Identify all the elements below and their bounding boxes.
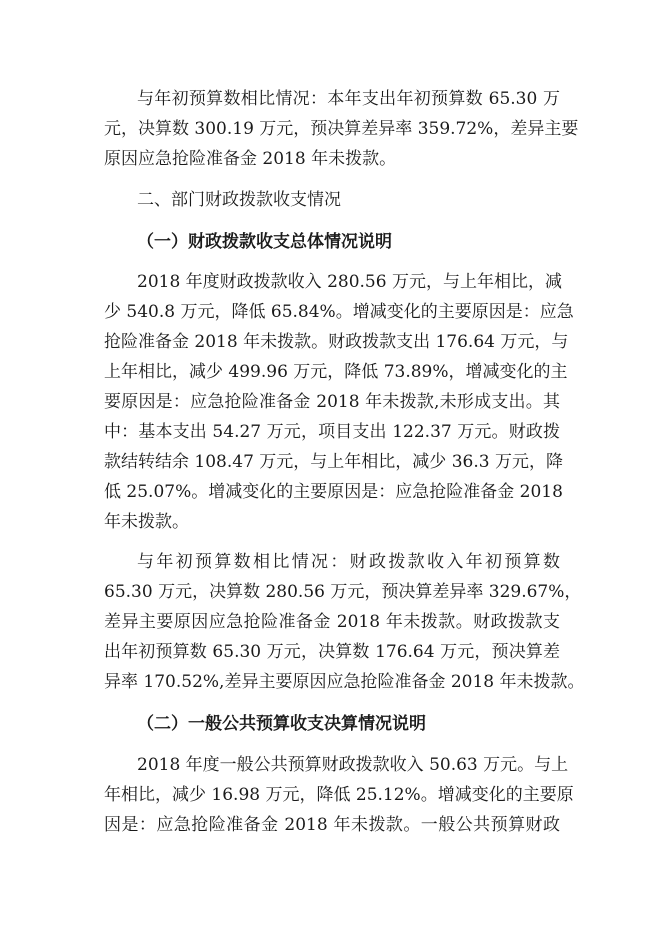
paragraph-1-line-3: 原因应急抢险准备金 2018 年未拨款。 (104, 149, 397, 169)
paragraph-4-line-3: 因是：应急抢险准备金 2018 年未拨款。一般公共预算财政 (104, 815, 560, 835)
subheading-1: （一）财政拨款收支总体情况说明 (137, 232, 392, 252)
paragraph-3-line-2: 65.30 万元，决算数 280.56 万元，预决算差异率 329.67%， (104, 582, 582, 602)
paragraph-2-line-4: 上年相比，减少 499.96 万元，降低 73.89%，增减变化的主 (104, 362, 568, 382)
paragraph-1-line-2: 元，决算数 300.19 万元，预决算差异率 359.72%，差异主要 (104, 119, 579, 139)
paragraph-4-line-1: 2018 年度一般公共预算财政拨款收入 50.63 万元。与上 (137, 755, 569, 775)
paragraph-3-line-1: 与年初预算数相比情况：财政拨款收入年初预算数 (137, 552, 560, 572)
paragraph-1-line-1: 与年初预算数相比情况：本年支出年初预算数 65.30 万 (137, 89, 560, 109)
paragraph-3-line-5: 异率 170.52%,差异主要原因应急抢险准备金 2018 年未拨款。 (104, 672, 585, 692)
paragraph-4-line-2: 年相比，减少 16.98 万元，降低 25.12%。增减变化的主要原 (104, 785, 574, 805)
paragraph-3-line-3: 差异主要原因应急抢险准备金 2018 年未拨款。财政拨款支 (104, 612, 560, 632)
paragraph-2-line-7: 款结转结余 108.47 万元，与上年相比，减少 36.3 万元，降 (104, 452, 563, 472)
paragraph-3-line-4: 出年初预算数 65.30 万元，决算数 176.64 万元，预决算差 (104, 642, 560, 662)
section-heading-2: 二、部门财政拨款收支情况 (137, 190, 341, 210)
paragraph-2-line-3: 抢险准备金 2018 年未拨款。财政拨款支出 176.64 万元，与 (104, 332, 569, 352)
paragraph-2-line-9: 年未拨款。 (104, 512, 189, 532)
paragraph-2-line-6: 中：基本支出 54.27 万元，项目支出 122.37 万元。财政拨 (104, 422, 560, 442)
subheading-2: （二）一般公共预算收支决算情况说明 (137, 714, 426, 734)
paragraph-2-line-8: 低 25.07%。增减变化的主要原因是：应急抢险准备金 2018 (104, 482, 563, 502)
paragraph-2-line-1: 2018 年度财政拨款收入 280.56 万元，与上年相比，减 (137, 272, 562, 292)
paragraph-2-line-5: 要原因是：应急抢险准备金 2018 年未拨款,未形成支出。其 (104, 392, 560, 412)
paragraph-2-line-2: 少 540.8 万元，降低 65.84%。增减变化的主要原因是：应急 (104, 302, 574, 322)
